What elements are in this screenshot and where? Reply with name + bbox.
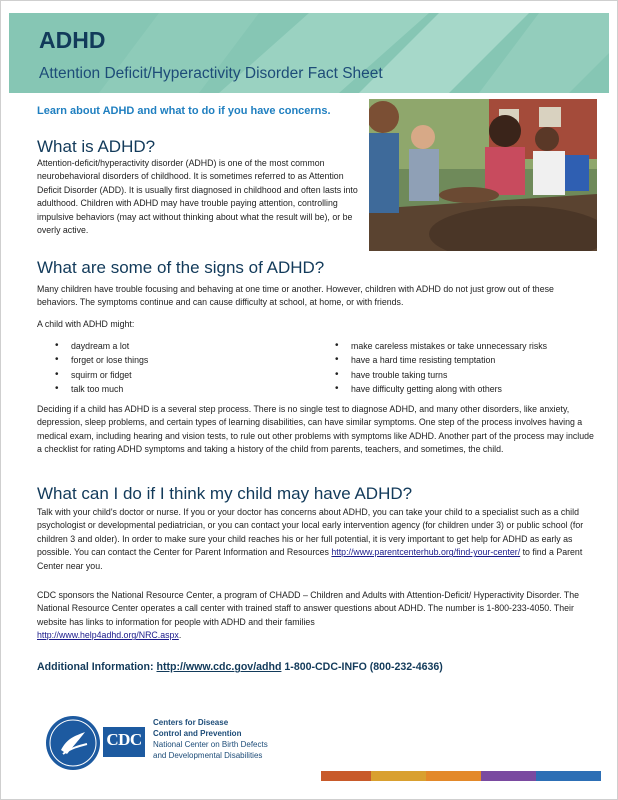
chadd-text: CDC sponsors the National Resource Center, a program of CHADD – Children and Adults with Attention-Deficit/ Hyperactivity Disorder. The National Resource Center operates a call center with trained staff to answer questions about ADHD. The number is 1-800-233-4050. Their website has links to information for people with ADHD and their families bbox=[37, 590, 580, 627]
footer-color-bar bbox=[426, 771, 481, 781]
page-title: ADHD bbox=[39, 27, 106, 53]
cdc-phone: 1-800-CDC-INFO (800-232-4636) bbox=[284, 661, 443, 673]
cdc-line2: Control and Prevention bbox=[153, 729, 242, 738]
chadd-end: . bbox=[178, 630, 182, 641]
footer-color-bar bbox=[481, 771, 536, 781]
list-item: • talk too much bbox=[53, 382, 253, 396]
diagnosis-paragraph: Deciding if a child has ADHD is a several step process. There is no single test to diagnose ADHD, and many other disorders, like anxiety, depression, sleep problems, and certain types of learning disabilities, can have similar symptoms. One step of the process involves having a medical exam, including hearing and vision tests, to rule out other problems with symptoms like ADHD. Another part of the process may include a checklist for rating ADHD symptoms and taking a history of the child from parents, teachers, and sometimes, the child. bbox=[37, 404, 594, 455]
cdc-logo-text: CDC bbox=[106, 730, 142, 749]
signs-list-left bbox=[53, 339, 253, 397]
list-item: • have trouble taking turns bbox=[333, 368, 603, 382]
footer-color-bar bbox=[371, 771, 426, 781]
page-subtitle: Attention Deficit/Hyperactivity Disorder Fact Sheet bbox=[39, 65, 383, 82]
cdc-line4: and Developmental Disabilities bbox=[153, 751, 263, 760]
children-photo bbox=[369, 99, 597, 251]
additional-info-label: Additional Information: bbox=[37, 661, 154, 673]
list-item: • have difficulty getting along with others bbox=[333, 382, 603, 396]
section-heading-what-is: What is ADHD? bbox=[37, 137, 156, 156]
list-item: • squirm or fidget bbox=[53, 368, 253, 382]
signs-lead: A child with ADHD might: bbox=[37, 319, 135, 329]
chadd-paragraph bbox=[37, 589, 597, 643]
what-is-paragraph: Attention-deficit/hyperactivity disorder (ADHD) is one of the most common neurobehavioral disorders of childhood. It is sometimes referred to as Attention Deficit Disorder (ADD). It is usually first diagnosed in childhood and often lasts into adulthood. Children with ADHD may have trouble paying attention, controlling impulsive behaviors (may act without thinking about what the result will be), or be overly active. bbox=[37, 158, 358, 236]
cdc-logo bbox=[45, 714, 149, 777]
cdc-adhd-link[interactable]: http://www.cdc.gov/adhd bbox=[156, 661, 282, 673]
parent-center-link[interactable]: http://www.parentcenterhub.org/find-your-center/ bbox=[331, 547, 521, 558]
additional-info bbox=[37, 661, 443, 673]
cdc-line1: Centers for Disease bbox=[153, 718, 229, 727]
what-to-do-text: Talk with your child's doctor or nurse. If you or your doctor has concerns about ADHD, you can take your child to a specialist such as a child psychologist or developmental pediatrician, or you can contact your local early intervention agency (for children under 3) or public school (for children 3 and older). In order to make sure your child reaches his or her full potential, it is very important to get help for ADHD as early as possible. You can contact the Center for Parent Information and Resources bbox=[37, 507, 584, 558]
header-banner bbox=[9, 13, 609, 93]
what-to-do-text-end: to find a Parent Center near you. bbox=[37, 547, 583, 571]
section-heading-what-to-do: What can I do if I think my child may have ADHD? bbox=[37, 484, 413, 503]
list-item: • make careless mistakes or take unnecessary risks bbox=[333, 339, 603, 353]
footer-color-bar bbox=[536, 771, 601, 781]
footer-color-bar bbox=[321, 771, 371, 781]
intro-text: Learn about ADHD and what to do if you have concerns. bbox=[37, 105, 331, 117]
signs-paragraph: Many children have trouble focusing and behaving at one time or another. However, children with ADHD do not just grow out of these behaviors. The symptoms continue and can cause difficulty at school, at home, or with friends. bbox=[37, 284, 554, 308]
cdc-line3: National Center on Birth Defects bbox=[153, 740, 268, 749]
what-to-do-paragraph bbox=[37, 506, 597, 573]
help4adhd-link[interactable]: http://www.help4adhd.org/NRC.aspx bbox=[37, 630, 179, 641]
list-item: • forget or lose things bbox=[53, 353, 253, 367]
list-item: • have a hard time resisting temptation bbox=[333, 353, 603, 367]
cdc-agency-text bbox=[153, 717, 268, 761]
section-heading-signs: What are some of the signs of ADHD? bbox=[37, 258, 325, 277]
list-item: • daydream a lot bbox=[53, 339, 253, 353]
signs-list-right bbox=[333, 339, 603, 397]
